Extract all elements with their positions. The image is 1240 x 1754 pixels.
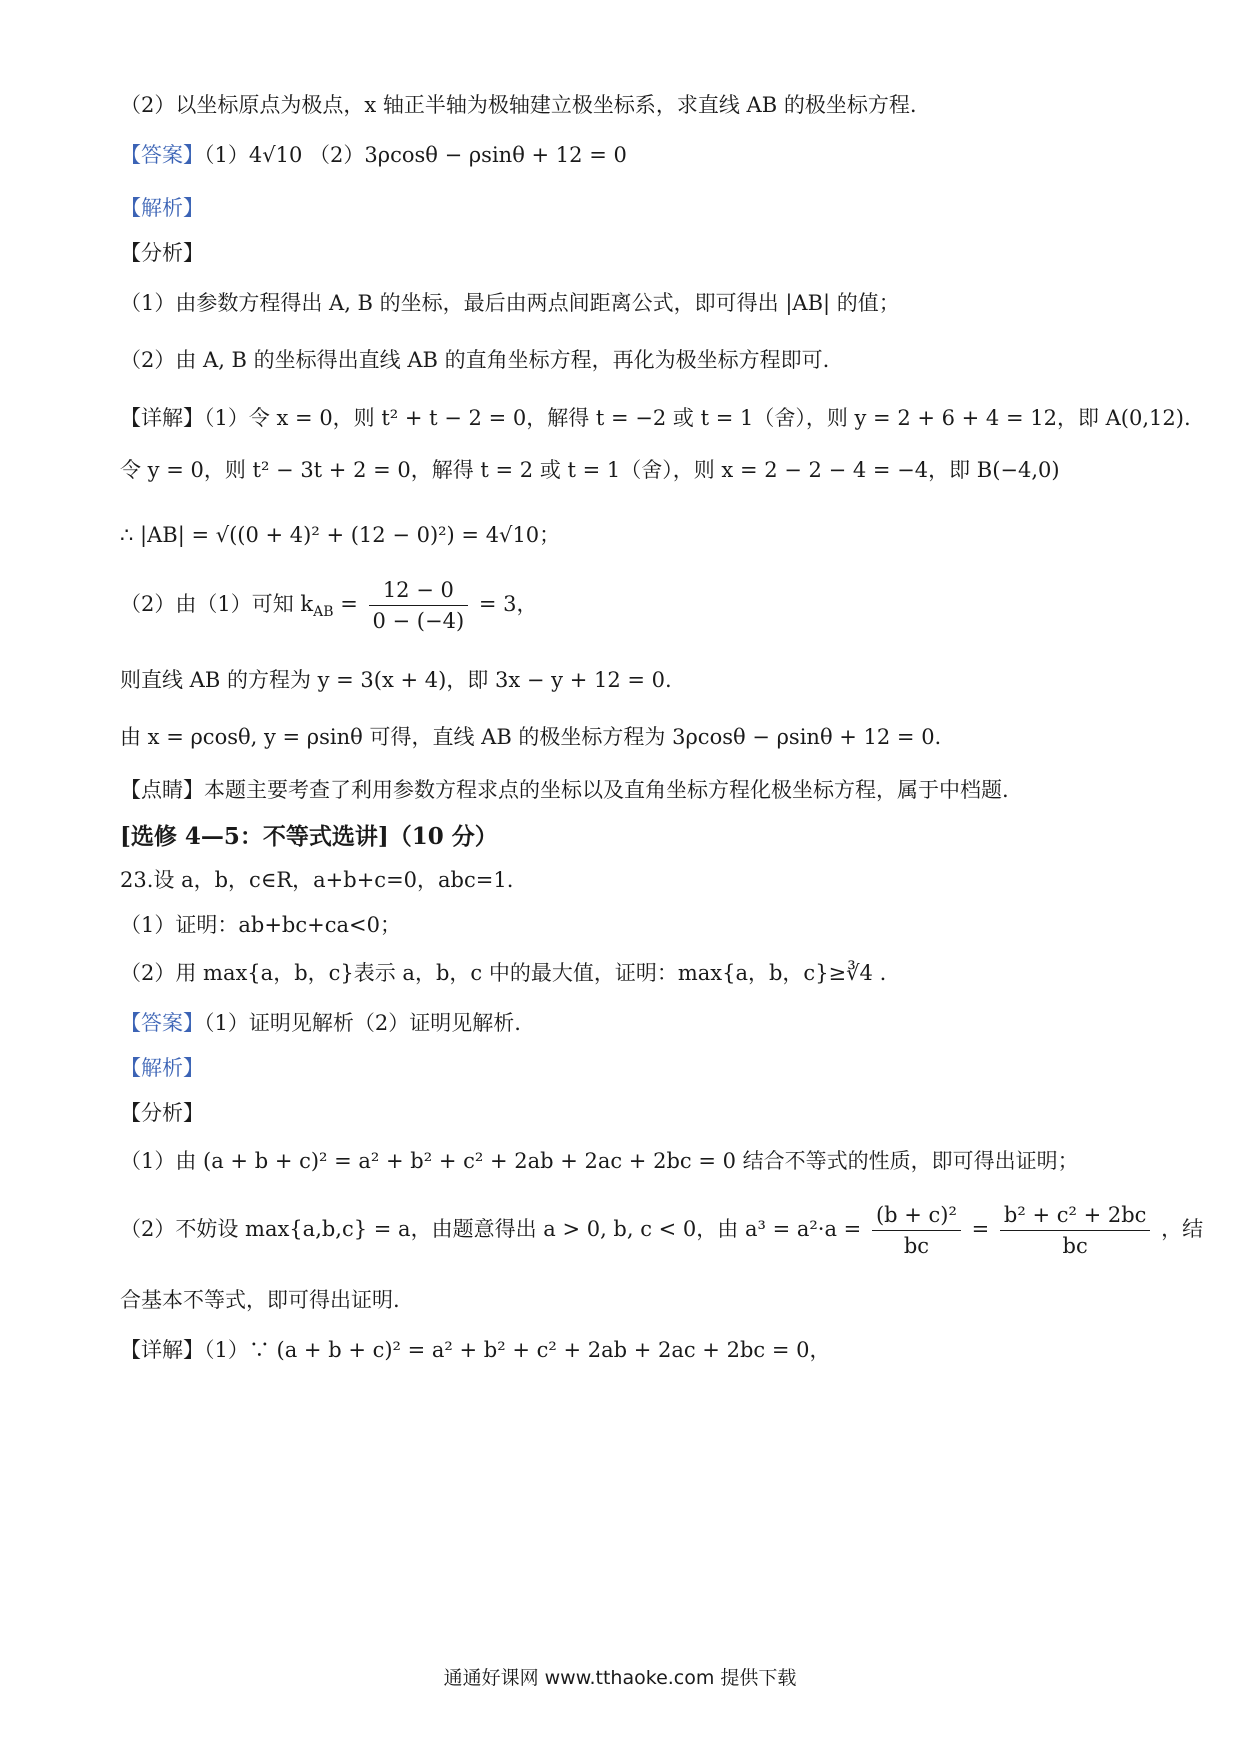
answer-tag-23: 【答案】	[120, 1011, 204, 1035]
slope-equals: =	[333, 592, 358, 616]
slope-line	[120, 575, 1130, 636]
fenxi-23-step-2-suffix: ，结	[1161, 1217, 1204, 1241]
polar-equation: 由 x = ρcosθ, y = ρsinθ 可得，直线 AB 的极坐标方程为 3ρcosθ − ρsinθ + 12 = 0.	[120, 725, 942, 749]
analysis-tag: 【解析】	[120, 196, 204, 220]
question-23-part-1: （1）证明：ab+bc+ca<0；	[120, 913, 401, 937]
answer-line	[120, 140, 1130, 170]
fraction-equals: =	[971, 1217, 990, 1241]
fraction-1	[872, 1200, 961, 1261]
fenxi-23-step-1: （1）由 (a + b + c)² = a² + b² + c² + 2ab + 2ac + 2bc = 0 结合不等式的性质，即可得出证明；	[120, 1149, 1079, 1173]
slope-subscript: AB	[313, 604, 334, 621]
question-23: 23.设 a，b，c∈R，a+b+c=0，abc=1.	[120, 868, 514, 892]
question-23-part-2: （2）用 max{a，b，c}表示 a，b，c 中的最大值，证明：max{a，b，c}≥∛4 .	[120, 961, 887, 985]
slope-result: = 3，	[478, 592, 538, 616]
answer-tag: 【答案】	[120, 143, 204, 167]
detail-23-step-1: 【详解】（1）∵ (a + b + c)² = a² + b² + c² + 2ab + 2ac + 2bc = 0，	[120, 1338, 831, 1362]
answer-text-23: （1）证明见解析（2）证明见解析.	[204, 1011, 521, 1035]
fenxi-23-step-2	[120, 1200, 1204, 1261]
fenxi-23-step-2-cont: 合基本不等式，即可得出证明.	[120, 1288, 400, 1312]
line-equation: 则直线 AB 的方程为 y = 3(x + 4)，即 3x − y + 12 = 0.	[120, 668, 672, 692]
slope-denominator: 0 − (−4)	[372, 609, 465, 633]
fenxi-step-2: （2）由 A, B 的坐标得出直线 AB 的直角坐标方程，再化为极坐标方程即可.	[120, 348, 830, 372]
answer-text: （1）4√10 （2）3ρcosθ − ρsinθ + 12 = 0	[204, 143, 627, 167]
section-heading: [选修 4—5：不等式选讲]（10 分）	[120, 823, 498, 850]
detail-step-2: 令 y = 0，则 t² − 3t + 2 = 0，解得 t = 2 或 t = 1（舍），则 x = 2 − 2 − 4 = −4，即 B(−4,0)	[120, 458, 1060, 482]
fenxi-tag-23: 【分析】	[120, 1101, 204, 1125]
question-part-2: （2）以坐标原点为极点，x 轴正半轴为极轴建立极坐标系，求直线 AB 的极坐标方程.	[120, 93, 917, 117]
analysis-tag-23: 【解析】	[120, 1056, 204, 1080]
fraction-1-denominator: bc	[903, 1234, 930, 1258]
slope-prefix: （2）由（1）可知 k	[120, 592, 314, 616]
fraction-2-denominator: bc	[1062, 1234, 1088, 1258]
fraction-1-numerator: (b + c)²	[872, 1200, 961, 1231]
distance-result: ∴ |AB| = √((0 + 4)² + (12 − 0)²) = 4√10；	[120, 523, 561, 547]
slope-fraction	[369, 575, 469, 636]
detail-step-1: 【详解】（1）令 x = 0，则 t² + t − 2 = 0，解得 t = −2 或 t = 1（舍），则 y = 2 + 6 + 4 = 12，即 A(0,12).	[120, 406, 1191, 430]
answer-line-23	[120, 1008, 1130, 1038]
dianjing-note: 【点睛】本题主要考查了利用参数方程求点的坐标以及直角坐标方程化极坐标方程，属于中档题.	[120, 778, 1009, 802]
fenxi-23-step-2-prefix: （2）不妨设 max{a,b,c} = a，由题意得出 a > 0, b, c < 0，由 a³ = a²·a =	[120, 1217, 862, 1241]
slope-numerator: 12 − 0	[369, 575, 469, 606]
fraction-2	[1000, 1200, 1151, 1261]
fenxi-step-1: （1）由参数方程得出 A, B 的坐标，最后由两点间距离公式，即可得出 |AB| 的值；	[120, 291, 900, 315]
fenxi-tag: 【分析】	[120, 241, 204, 265]
footer-watermark: 通通好课网 www.tthaoke.com 提供下载	[443, 1667, 797, 1689]
fraction-2-numerator: b² + c² + 2bc	[1000, 1200, 1151, 1231]
